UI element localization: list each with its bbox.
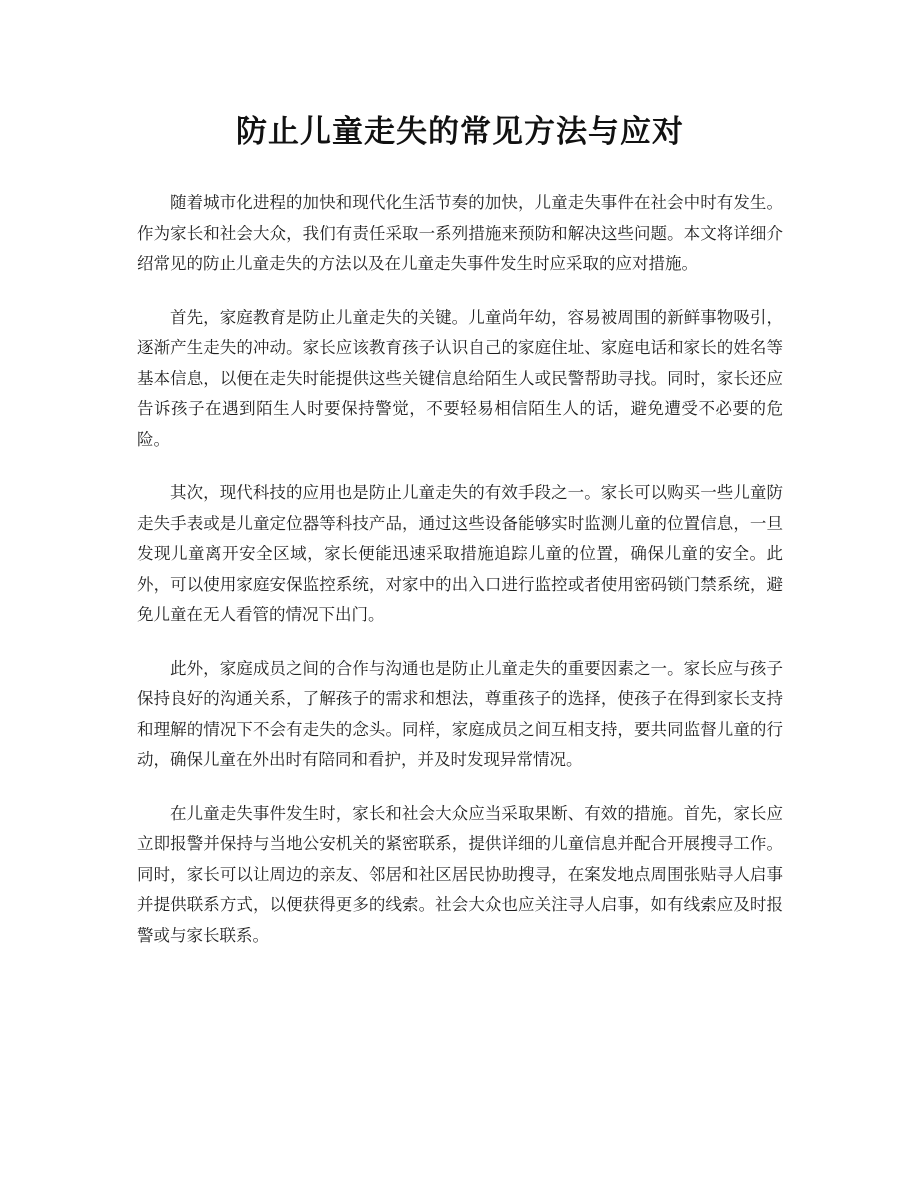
paragraph-2: 首先，家庭教育是防止儿童走失的关键。儿童尚年幼，容易被周围的新鲜事物吸引，逐渐产生走失的冲动。家长应该教育孩子认识自己的家庭住址、家庭电话和家长的姓名等基本信息，以便在走失时能提供这些关键信息给陌生人或民警帮助寻找。同时，家长还应告诉孩子在遇到陌生人时要保持警觉，不要轻易相信陌生人的话，避免遭受不必要的危险。 <box>137 307 783 449</box>
paragraph-4: 此外，家庭成员之间的合作与沟通也是防止儿童走失的重要因素之一。家长应与孩子保持良好的沟通关系，了解孩子的需求和想法，尊重孩子的选择，使孩子在得到家长支持和理解的情况下不会有走失的念头。同样，家庭成员之间互相支持，要共同监督儿童的行动，确保儿童在外出时有陪同和看护，并及时发现异常情况。 <box>137 658 783 769</box>
paragraph-5: 在儿童走失事件发生时，家长和社会大众应当采取果断、有效的措施。首先，家长应立即报警并保持与当地公安机关的紧密联系，提供详细的儿童信息并配合开展搜寻工作。同时，家长可以让周边的亲友、邻居和社区居民协助搜寻，在案发地点周围张贴寻人启事并提供联系方式，以便获得更多的线索。社会大众也应关注寻人启事，如有线索应及时报警或与家长联系。 <box>137 803 783 945</box>
document-body <box>137 188 783 951</box>
document-title: 防止儿童走失的常见方法与应对 <box>236 114 684 150</box>
paragraph-3: 其次，现代科技的应用也是防止儿童走失的有效手段之一。家长可以购买一些儿童防走失手表或是儿童定位器等科技产品，通过这些设备能够实时监测儿童的位置信息，一旦发现儿童离开安全区域，家长便能迅速采取措施追踪儿童的位置，确保儿童的安全。此外，可以使用家庭安保监控系统，对家中的出入口进行监控或者使用密码锁门禁系统，避免儿童在无人看管的情况下出门。 <box>137 483 783 624</box>
paragraph-1: 随着城市化进程的加快和现代化生活节奏的加快，儿童走失事件在社会中时有发生。作为家长和社会大众，我们有责任采取一系列措施来预防和解决这些问题。本文将详细介绍常见的防止儿童走失的方法以及在儿童走失事件发生时应采取的应对措施。 <box>137 193 783 273</box>
